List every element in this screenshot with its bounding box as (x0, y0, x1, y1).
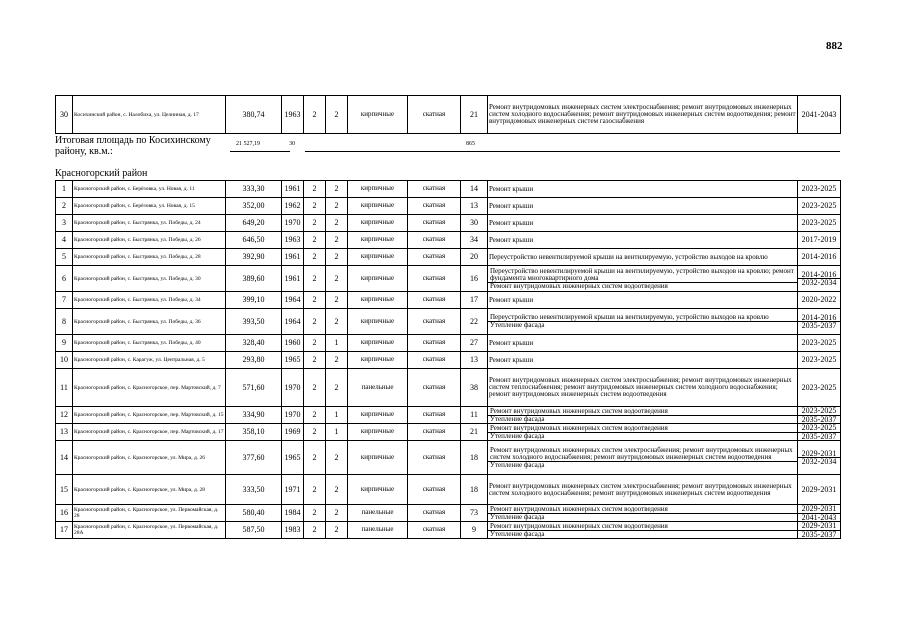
entrances-cell: 2 (326, 198, 348, 215)
period-item: 2032-2034 (801, 278, 837, 287)
walls-cell: панельные (348, 505, 408, 522)
table-row (56, 505, 841, 522)
apartments-cell: 13 (461, 198, 488, 215)
row-number: 30 (56, 96, 73, 134)
table-row (56, 522, 841, 539)
area-cell: 352,00 (226, 198, 282, 215)
table-row (56, 309, 841, 335)
walls-cell: панельные (348, 522, 408, 539)
year-cell: 1961 (282, 181, 304, 198)
address-cell: Красногорский район, с. Быстрянка, ул. Победы, д. 36 (73, 309, 226, 335)
walls-cell: кирпичные (348, 292, 408, 309)
row-number: 13 (56, 424, 73, 441)
walls-cell: кирпичные (348, 424, 408, 441)
apartments-cell: 38 (461, 369, 488, 407)
roof-cell: скатная (408, 309, 461, 335)
year-cell: 1971 (282, 475, 304, 505)
period-item: 2014-2016 (798, 314, 840, 323)
divider (305, 151, 840, 152)
row30-table (55, 95, 841, 134)
period-cell: 2023-2025 (798, 181, 841, 198)
total-area: 21 527,19 (236, 141, 260, 147)
period-cell: 2029-2031 (798, 475, 841, 505)
row-number: 8 (56, 309, 73, 335)
roof-cell: скатная (408, 424, 461, 441)
floors-cell: 2 (304, 475, 326, 505)
walls-cell: кирпичные (348, 309, 408, 335)
roof-cell: скатная (408, 369, 461, 407)
walls-cell: кирпичные (348, 215, 408, 232)
roof-cell: скатная (408, 198, 461, 215)
address-cell: Красногорский район, с. Карагуж, ул. Центральная, д. 5 (73, 352, 226, 369)
area-cell: 393,50 (226, 309, 282, 335)
address-cell: Красногорский район, с. Берёзовка, ул. Новая, д. 15 (73, 198, 226, 215)
period-item: 2029-2031 (798, 522, 840, 531)
walls-cell: кирпичные (348, 232, 408, 249)
address-cell: Красногорский район, с. Красногорское, ул. Первомайская, д. 28А (73, 522, 226, 539)
address-cell: Красногорский район, с. Быстрянка, ул. Победы, д. 30 (73, 266, 226, 292)
roof-cell: скатная (408, 232, 461, 249)
roof-cell: скатная (408, 505, 461, 522)
apartments-cell: 11 (461, 407, 488, 424)
table-row (56, 181, 841, 198)
period-cell: 2023-2025 (798, 352, 841, 369)
floors-cell: 2 (304, 352, 326, 369)
entrances-cell: 1 (326, 335, 348, 352)
address-cell: Красногорский район, с. Красногорское, пер. Мартовский, д. 17 (73, 424, 226, 441)
roof-cell: скатная (408, 215, 461, 232)
walls-cell: кирпичные (348, 441, 408, 475)
year-cell: 1960 (282, 335, 304, 352)
entrances-cell: 2 (326, 475, 348, 505)
table-row (56, 249, 841, 266)
apartments-cell: 18 (461, 441, 488, 475)
entrances-cell: 2 (326, 266, 348, 292)
walls-cell: кирпичные (348, 266, 408, 292)
year-cell: 1965 (282, 352, 304, 369)
floors-cell: 2 (304, 441, 326, 475)
area-cell: 389,60 (226, 266, 282, 292)
address-cell: Красногорский район, с. Берёзовка, ул. Новая, д. 11 (73, 181, 226, 198)
walls-cell: кирпичные (348, 335, 408, 352)
row-number: 16 (56, 505, 73, 522)
work-item: Утепление фасада (490, 460, 545, 469)
row-number: 5 (56, 249, 73, 266)
year-cell: 1963 (282, 232, 304, 249)
work-item: Утепление фасада (490, 512, 545, 521)
works-cell (488, 441, 798, 475)
work-item: Ремонт внутридомовых инженерных систем водоотведения (488, 506, 797, 514)
row-number: 1 (56, 181, 73, 198)
year-cell: 1984 (282, 505, 304, 522)
work-item: Ремонт внутридомовых инженерных систем электроснабжения; ремонт внутридомовых инженерных систем холодного водоснабжения; ремонт внутридомовых инженерных систем водоотведения (488, 447, 797, 462)
work-item: Переустройство невентилируемой крыши на вентилируемую, устройство выходов на кровлю (488, 314, 797, 322)
period-item: 2029-2031 (798, 505, 840, 514)
period-item: 2035-2037 (801, 321, 837, 330)
address-cell: Красногорский район, с. Быстрянка, ул. Победы, д. 24 (73, 215, 226, 232)
work-item: Ремонт внутридомовых инженерных систем водоотведения (488, 523, 797, 531)
works-cell (488, 522, 798, 539)
works-cell: Переустройство невентилируемой крыши на вентилируемую, устройство выходов на кровлю (488, 249, 798, 266)
floors-cell: 2 (304, 198, 326, 215)
apartments-cell: 21 (461, 96, 488, 134)
row-number: 14 (56, 441, 73, 475)
floors-cell: 2 (304, 249, 326, 266)
walls-cell: кирпичные (348, 475, 408, 505)
total-houses: 30 (289, 141, 295, 147)
walls-cell: кирпичные (348, 96, 408, 134)
year-cell: 1961 (282, 266, 304, 292)
area-cell: 646,50 (226, 232, 282, 249)
entrances-cell: 2 (326, 369, 348, 407)
roof-cell: скатная (408, 441, 461, 475)
year-cell: 1970 (282, 215, 304, 232)
row-number: 12 (56, 407, 73, 424)
period-cell (798, 266, 841, 292)
address-cell: Красногорский район, с. Красногорское, ул. Первомайская, д. 28 (73, 505, 226, 522)
table-row (56, 441, 841, 475)
table-row (56, 352, 841, 369)
entrances-cell: 2 (326, 249, 348, 266)
floors-cell: 2 (304, 424, 326, 441)
area-cell: 358,10 (226, 424, 282, 441)
area-cell: 334,90 (226, 407, 282, 424)
apartments-cell: 22 (461, 309, 488, 335)
table-row (56, 232, 841, 249)
works-cell (488, 407, 798, 424)
divider (230, 151, 290, 152)
work-item: Утепление фасада (490, 431, 545, 440)
area-cell: 587,50 (226, 522, 282, 539)
period-cell (798, 407, 841, 424)
period-cell (798, 522, 841, 539)
period-item: 2035-2037 (801, 431, 837, 441)
period-cell: 2017-2019 (798, 232, 841, 249)
area-cell: 399,10 (226, 292, 282, 309)
period-cell (798, 441, 841, 475)
table-row (56, 198, 841, 215)
floors-cell: 2 (304, 266, 326, 292)
work-item: Ремонт внутридомовых инженерных систем водоотведения (488, 408, 797, 416)
roof-cell: скатная (408, 475, 461, 505)
row-number: 7 (56, 292, 73, 309)
entrances-cell: 2 (326, 505, 348, 522)
apartments-cell: 14 (461, 181, 488, 198)
year-cell: 1962 (282, 198, 304, 215)
apartments-cell: 9 (461, 522, 488, 539)
table-row (56, 292, 841, 309)
row-number: 15 (56, 475, 73, 505)
period-cell: 2020-2022 (798, 292, 841, 309)
floors-cell: 2 (304, 181, 326, 198)
floors-cell: 2 (304, 335, 326, 352)
period-item: 2029-2031 (798, 450, 840, 459)
walls-cell: кирпичные (348, 352, 408, 369)
entrances-cell: 2 (326, 232, 348, 249)
period-cell: 2023-2025 (798, 198, 841, 215)
entrances-cell: 2 (326, 292, 348, 309)
works-cell: Ремонт внутридомовых инженерных систем электроснабжения; ремонт внутридомовых инженерных систем холодного водоснабжения; ремонт внутридомовых инженерных систем водоотведения (488, 475, 798, 505)
address-cell: Красногорский район, с. Красногорское, пер. Мартовский, д. 7 (73, 369, 226, 407)
address-cell: Красногорский район, с. Быстрянка, ул. Победы, д. 34 (73, 292, 226, 309)
area-cell: 293,80 (226, 352, 282, 369)
works-cell (488, 424, 798, 441)
walls-cell: кирпичные (348, 407, 408, 424)
year-cell: 1964 (282, 309, 304, 335)
year-cell: 1965 (282, 441, 304, 475)
period-item: 2023-2025 (798, 407, 840, 416)
works-cell: Ремонт крыши (488, 181, 798, 198)
works-cell (488, 309, 798, 335)
address-cell: Красногорский район, с. Красногорское, ул. Мира, д. 28 (73, 475, 226, 505)
area-cell: 580,40 (226, 505, 282, 522)
apartments-cell: 30 (461, 215, 488, 232)
area-cell: 328,40 (226, 335, 282, 352)
page-number: 882 (826, 40, 843, 52)
works-cell: Ремонт крыши (488, 198, 798, 215)
address-cell: Красногорский район, с. Красногорское, ул. Мира, д. 26 (73, 441, 226, 475)
floors-cell: 2 (304, 309, 326, 335)
entrances-cell: 2 (326, 441, 348, 475)
walls-cell: кирпичные (348, 181, 408, 198)
period-cell: 2023-2025 (798, 215, 841, 232)
row-number: 10 (56, 352, 73, 369)
floors-cell: 2 (304, 96, 326, 134)
roof-cell: скатная (408, 292, 461, 309)
area-cell: 571,60 (226, 369, 282, 407)
apartments-cell: 17 (461, 292, 488, 309)
walls-cell: панельные (348, 369, 408, 407)
address-cell: Красногорский район, с. Быстрянка, ул. Победы, д. 28 (73, 249, 226, 266)
roof-cell: скатная (408, 249, 461, 266)
entrances-cell: 2 (326, 522, 348, 539)
table-row (56, 215, 841, 232)
year-cell: 1970 (282, 407, 304, 424)
year-cell: 1963 (282, 96, 304, 134)
works-cell (488, 266, 798, 292)
roof-cell: скатная (408, 352, 461, 369)
roof-cell: скатная (408, 335, 461, 352)
apartments-cell: 13 (461, 352, 488, 369)
floors-cell: 2 (304, 522, 326, 539)
work-item: Ремонт внутридомовых инженерных систем водоотведения (488, 425, 797, 433)
period-cell: 2023-2025 (798, 369, 841, 407)
work-item: Переустройство невентилируемой крыши на вентилируемую, устройство выходов на кровлю; ремонт фундамента многоквартирного дома (488, 268, 797, 283)
area-cell: 380,74 (226, 96, 282, 134)
table-row (56, 369, 841, 407)
address-cell: Косихинский район, с. Налобиха, ул. Целинная, д. 17 (73, 96, 226, 134)
period-item: 2023-2025 (798, 424, 840, 433)
entrances-cell: 2 (326, 181, 348, 198)
row-number: 17 (56, 522, 73, 539)
floors-cell: 2 (304, 215, 326, 232)
apartments-cell: 20 (461, 249, 488, 266)
apartments-cell: 34 (461, 232, 488, 249)
row-number: 9 (56, 335, 73, 352)
roof-cell: скатная (408, 266, 461, 292)
roof-cell: скатная (408, 407, 461, 424)
area-cell: 649,20 (226, 215, 282, 232)
floors-cell: 2 (304, 232, 326, 249)
period-cell: 2014-2016 (798, 249, 841, 266)
period-cell: 2041-2043 (798, 96, 841, 134)
year-cell: 1983 (282, 522, 304, 539)
apartments-cell: 16 (461, 266, 488, 292)
entrances-cell: 2 (326, 96, 348, 134)
works-cell: Ремонт крыши (488, 335, 798, 352)
work-item: Утепление фасада (490, 529, 545, 538)
works-cell: Ремонт крыши (488, 232, 798, 249)
works-cell: Ремонт внутридомовых инженерных систем электроснабжения; ремонт внутридомовых инженерных систем холодного водоснабжения; ремонт внутридомовых инженерных систем водоотведения; ремонт внутридомовых инженерных систем газоснабжения (488, 96, 798, 134)
entrances-cell: 1 (326, 407, 348, 424)
walls-cell: кирпичные (348, 249, 408, 266)
area-cell: 333,30 (226, 181, 282, 198)
works-cell: Ремонт крыши (488, 292, 798, 309)
period-item: 2032-2034 (801, 457, 837, 466)
year-cell: 1964 (282, 292, 304, 309)
table-row (56, 96, 841, 134)
address-cell: Красногорский район, с. Быстрянка, ул. Победы, д. 26 (73, 232, 226, 249)
row-number: 11 (56, 369, 73, 407)
row-number: 3 (56, 215, 73, 232)
district-heading: Красногорский район (55, 168, 148, 179)
entrances-cell: 1 (326, 424, 348, 441)
floors-cell: 2 (304, 369, 326, 407)
roof-cell: скатная (408, 181, 461, 198)
row-number: 4 (56, 232, 73, 249)
period-item: 2035-2037 (801, 414, 837, 424)
period-cell (798, 505, 841, 522)
table-row (56, 475, 841, 505)
table-row (56, 266, 841, 292)
period-cell (798, 309, 841, 335)
year-cell: 1961 (282, 249, 304, 266)
area-cell: 377,60 (226, 441, 282, 475)
apartments-cell: 73 (461, 505, 488, 522)
address-cell: Красногорский район, с. Быстрянка, ул. Победы, д. 40 (73, 335, 226, 352)
total-apartments: 865 (466, 141, 475, 147)
year-cell: 1970 (282, 369, 304, 407)
floors-cell: 2 (304, 292, 326, 309)
apartments-cell: 21 (461, 424, 488, 441)
year-cell: 1969 (282, 424, 304, 441)
area-cell: 333,50 (226, 475, 282, 505)
floors-cell: 2 (304, 505, 326, 522)
entrances-cell: 2 (326, 309, 348, 335)
houses-table (55, 180, 841, 539)
table-row (56, 424, 841, 441)
entrances-cell: 2 (326, 352, 348, 369)
roof-cell: скатная (408, 96, 461, 134)
row-number: 2 (56, 198, 73, 215)
period-item: 2041-2043 (801, 512, 837, 522)
apartments-cell: 18 (461, 475, 488, 505)
total-label: Итоговая площадь по Косихинскому району, кв.м.: (55, 135, 211, 157)
period-item: 2035-2037 (801, 529, 837, 539)
works-cell: Ремонт крыши (488, 215, 798, 232)
address-cell: Красногорский район, с. Красногорское, пер. Мартовский, д. 15 (73, 407, 226, 424)
table-row (56, 335, 841, 352)
roof-cell: скатная (408, 522, 461, 539)
work-item: Утепление фасада (490, 414, 545, 423)
apartments-cell: 27 (461, 335, 488, 352)
period-cell (798, 424, 841, 441)
table-row (56, 407, 841, 424)
works-cell: Ремонт крыши (488, 352, 798, 369)
period-cell: 2023-2025 (798, 335, 841, 352)
row-number: 6 (56, 266, 73, 292)
entrances-cell: 2 (326, 215, 348, 232)
works-cell: Ремонт внутридомовых инженерных систем электроснабжения; ремонт внутридомовых инженерных систем теплоснабжения; ремонт внутридомовых инженерных систем холодного водоснабжения; ремонт внутридомовых инженерных систем водоотведения (488, 369, 798, 407)
floors-cell: 2 (304, 407, 326, 424)
works-cell (488, 505, 798, 522)
work-item: Утепление фасада (490, 321, 545, 329)
walls-cell: кирпичные (348, 198, 408, 215)
period-item: 2014-2016 (798, 271, 840, 280)
area-cell: 392,90 (226, 249, 282, 266)
work-item: Ремонт внутридомовых инженерных систем водоотведения (490, 281, 668, 290)
